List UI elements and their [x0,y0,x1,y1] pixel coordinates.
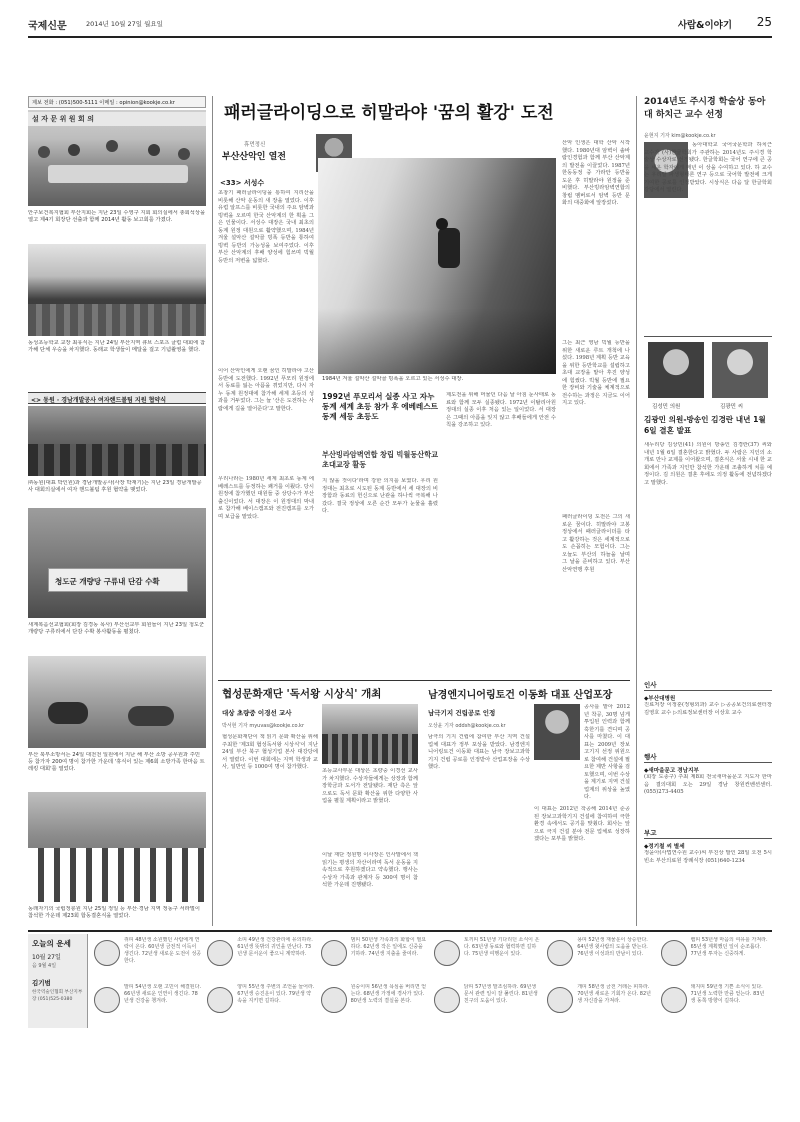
dragon-icon [547,940,573,966]
meeting-photo [28,110,206,206]
feature-text-col4: 산악 인생은 대학 산악 시작했다. 1980년대 암벽이 솔바람인경험과 함께 부산 산악계의 발전을 이끌었다. 1987년 한동동정 중 가라안 등반을 도운 후 히말라야 원정을 준비했다. 부산빙라암벽연합의 창립 멤버로서 암벽 등반 문화의 대중화에 앞장섰다. [562,140,630,206]
right-column [644,96,772,926]
contact-text: 제보 전화 : (051)500-5111 이메일 : opinion@kookje.co.kr [32,100,175,106]
horoscope-section [28,934,772,1028]
horoscope-top-rule [28,930,772,932]
ceo-portrait [534,704,580,760]
scholar-reporter: 윤현지 기자 kim@kookje.co.kr [644,133,716,139]
wedding-photo-1 [648,342,704,398]
students-caption: 동성초등학교 교장 최유식는 지난 24일 부산지역 큐브 스포츠 클럽 대회에 참가해 단체 우승을 차지했다. 동래교 학생들이 메달을 걸고 기념촬영을 했다. [28,340,206,354]
feature-article [218,96,630,676]
rescue-dog-photo [28,656,206,748]
feature-text-col1c: 우리나라는 1980년 세계 최초로 동계 에베레스트를 등정하는 쾌거를 이뤘다. 당시 원정에 참가했던 대원들 중 상당수가 부산 출신이었다. 서 대장은 이 원정대의 막내로 참가해 베이스캠프와 전진캠프를 오가며 보급을 맡았다. [218,476,314,520]
feature-subhead-2: 부산빙라암벽연합 창립 빅월동산학교 초대교장 활동 [322,450,439,469]
banner-text: 설 자 문 위 원 회 의 [32,115,94,123]
feature-text-col1: 초창기 패러글라이딩을 통하여 지리산을 비롯해 산악 운동의 새 장을 열었다. 이후 유럽 알프스를 비롯한 국내의 주요 암벽과 빙벽을 오르며 한국 산악계의 한 획을 그은 인물이다. 서성수 대장은 국내 최초의 동계 원정 대원으로 활약했으며, 1984년 겨울 설악산 설악골 빙폭 등반을 통하여 빙벽 등반의 가능성을 보여주었다. 이후 부산 산악계의 후배 양성에 힘쓰며 빅월 등반의 저변을 넓혔다. [218,190,314,264]
newspaper-name: 국제신문 [28,21,67,32]
harvest-caption: 새계복음선교협회(회장 김경동 목사) 부산선교부 회원들이 지난 23일 청도군 개량당 구류리에서 단감 수확 봉사활동을 펼쳤다. [28,622,205,636]
climbing-caption: 1984년 겨울 설악산 설악골 빙폭을 오르고 있는 서성수 대장. [322,376,464,382]
award-byline: 대상 초량중 이경선 교사 [222,709,292,717]
wedding-name-2: 김광민 씨 [720,404,744,410]
horse-icon [94,987,120,1013]
handball-photo [28,406,206,476]
industrial-headline: 남경엔지니어링토건 이동화 대표 산업포장 [428,690,613,701]
notice-obituary-title: ◆정기철 씨 별세 [644,844,685,850]
contact-bar [28,96,206,108]
ceremony-caption: 동래자기의 국립정릉원 지난 25일 정일 등 부산·경남 지역 정동구 서라벌이 참석한 가운데 제23회 합동결혼식을 열었다. [28,906,200,920]
industrial-text-2: 이 대표는 2012년 착공해 2014년 준공된 장보고과학기지 건설에 참여하여 극한 환경 속에서도 공기를 맞췄다. 회사는 앞으로 극지 건설 분야 전문 업체로 성장하겠다는 포부를 밝혔다. [534,806,630,842]
meeting-banner [28,112,206,126]
handball-caption: ㈜동원(대표 박인원)과 경남개발공사(사장 박재기)는 지난 23일 경남개발공사 대회의실에서 여자 핸드볼팀 후원 협약을 맺었다. [28,480,202,494]
feature-text-col1b: 이어 산악인에게 오랜 꿈인 히말라야 고산 등반에 도전했다. 1992년 푸모리 원정에서 동료를 잃는 아픔을 겪었지만, 다시 자누 동계 원정대에 참가해 세계 초등의 성과를 거두었다. 그는 늘 '산은 도전하는 사람에게 길을 열어준다'고 말한다. [218,368,314,412]
notice-event-text: (회장 도종구) 주최 제8회 전국새마을문고 지도자 한마음 결의대회 오는 29일 경남 창원컨벤션센터. (055)273-4405 [644,774,772,795]
horoscope-title: 오늘의 운세 [32,939,71,948]
harvest-banner: 청도군 개량당 구류내 단감 수확 [48,568,188,592]
horoscope-entry: 개띠 58년생 금전 거래는 피하라. 70년생 새로운 기회가 온다. 82년생 자신감을 가져라. [577,984,651,1004]
horoscope-lunar: 음 9월 4일 [32,963,57,969]
climbing-photo [318,158,556,374]
horoscope-entry: 닭띠 57년생 말조심하라. 69년생 문서 관련 일이 잘 풀린다. 81년생 친구의 도움이 있다. [463,984,538,1004]
notice-personnel-text: 진료처장 이정훈(정형외과) 교수 ▷공공보건의료센터장 김영호 교수 ▷의료정보센터장 이상호 교수 [644,702,772,716]
feature-headline: 패러글라이딩으로 히말라야 '꿈의 활강' 도전 [224,103,554,123]
notice-obituary-label: 부고 [644,828,772,839]
wedding-headline: 김광민 의원-방송인 김경란 내년 1월 6일 결혼 발표 [644,415,766,435]
rabbit-icon [434,940,460,966]
award-text-3: 이날 재단 정원명 이사장은 인사말에서 책 읽기는 평생의 자산이라며 독서 운동을 지속적으로 후원하겠다고 약속했다. 행사는 수상자 가족과 관계자 등 300여 명이 참석한 가운데 진행됐다. [322,852,418,888]
industrial-byline: 남극기지 건립공로 인정 [428,709,496,717]
award-photo [322,704,418,764]
award-article [218,684,418,926]
harvest-photo [28,508,206,618]
notice-personnel-title: ◆부산대병원 [644,696,676,702]
issue-date: 2014년 10월 27일 월요일 [86,20,163,28]
ceremony-photo [28,792,206,902]
award-scholar-headline: 2014년도 주시경 학술상 동아대 하치근 교수 선정 [644,97,766,120]
ox-icon [207,940,233,966]
feature-bottom-rule [218,680,630,681]
award-text-1: 협성문화재단이 책 읽기 문화 확산을 위해 주최한 '제3회 협성독서왕 시상식'이 지난 24일 부산 북구 협성기업 본사 대강당에서 열렸다. 이번 대회에는 지역 학생과 교사, 일반인 등 1000여 명이 참가했다. [222,734,318,770]
wedding-name-1: 김성민 의원 [652,404,681,410]
industrial-reporter: 오상윤 기자 oddsh@kookje.co.kr [428,723,506,729]
monkey-icon [321,987,347,1013]
horoscope-entry: 말띠 54년생 오랜 고민이 해결된다. 66년생 새로운 인연이 생긴다. 78년생 건강을 챙겨라. [124,984,202,1004]
page-number: 25 [756,15,772,29]
rat-icon [94,940,120,966]
wedding-text: 새누리당 김상민(41) 의원이 방송인 김경란(37) 씨와 내년 1월 6일 결혼한다고 밝혔다. 두 사람은 지인의 소개로 만나 교제를 이어왔으며, 결혼식은 서울 시내 한 교회에서 가족과 지인만 참석한 가운데 조촐하게 치를 예정이다. 김 의원은 결혼 후에도 의정 활동에 전념하겠다고 말했다. [644,442,772,486]
award-text-2: 초등교사부문 대상은 초량중 이경선 교사가 차지했다. 수상자들에게는 상장과 함께 장학금과 도서가 전달됐다. 재단 측은 앞으로도 독서 문화 확산을 위한 다양한 사업을 펼칠 계획이라고 밝혔다. [322,768,418,804]
sheep-icon [207,987,233,1013]
feature-text-col4b: 그는 최근 영남 빅월 등반을 위한 새로운 루트 개척에 나섰다. 1998년 계획 등반 교육을 위한 등반학교를 설립하고 초대 교장을 맡아 후진 양성에 힘썼다. 빅월 등반에 필요한 장비와 기술을 체계적으로 전수하는 과정은 지금도 이어지고 있다. [562,340,630,406]
horoscope-entry: 범띠 50년생 가족과의 화합이 필요하다. 62년생 작은 일에도 신중을 기하라. 74년생 지출을 줄여라. [350,937,427,957]
series-title: 부산산악인 열전 [222,152,286,162]
feature-text-col3: 제도전을 위해 머물던 다음 날 아침 눈사태로 동료와 함께 모두 실종됐다. 1972년 이탈리아원정대의 실종 이후 처음 있는 일이었다. 서 대장은 그때의 아픔을 잊지 않고 후배들에게 안전 수칙을 강조하고 있다. [446,392,556,428]
column-rule-left [212,96,213,926]
industrial-text-1: 남극의 기지 건립에 참여한 부산 지역 건설업체 대표가 정부 포상을 받았다. 남경엔지니어링토건 이동화 대표는 남극 장보고과학기지 건립 공로를 인정받아 산업포장을 수상했다. [428,734,530,770]
left-column [28,96,206,1028]
horoscope-entry: 소띠 49년생 건강관리에 유의하라. 61년생 뜻밖의 귀인을 만난다. 73년생 문서운이 좋으니 계약하라. [237,937,313,957]
horoscope-author-info: 한국역술인협회 부산지부장 (051)525-0380 [32,990,83,1002]
horoscope-sidebar [28,934,88,1028]
section-name: 사람&이야기 [677,20,732,31]
scholar-text: 동아대학교 국어국문학과 하치근 교수가 (사)한글학회가 주관하는 2014년도 주시경 학술상 수상자로 선정됐다. 한글학회는 국어 연구에 큰 공을 세운 학자에게 매년 이 상을 수여하고 있다. 하 교수는 우리말 파생형태론 연구 등으로 국어학 발전에 크게 기여한 공로를 인정받았다. 시상식은 다음 달 한글학회 강당에서 열린다. [644,142,772,193]
horoscope-entry: 양띠 55년생 주변의 조언을 들어라. 67년생 승진운이 있다. 79년생 약속을 지키면 길하다. [237,984,315,1004]
notice-obituary [644,828,772,924]
notice-personnel-label: 인사 [644,680,772,691]
episode-label: <33> 서성수 [220,179,265,187]
students-photo [28,244,206,336]
notice-obituary-text: 정윤아(사법연수원 교수)씨 부친상 발인 28일 오전 5시 빈소 부산의료원 장례식장 (051)640-1234 [644,850,772,864]
notice-event-title: ◆새마을문고 경남지부 [644,768,699,774]
award-reporter: 박서현 기자 myuvas@kookje.co.kr [222,723,305,729]
feature-text-col2: 지 않을 것이다'라며 강한 의지를 보였다. 우리 원정대는 최초로 시도된 동계 등반에서 세 대장의 비장함과 동료의 헌신으로 난관을 하나씩 극복해 나갔다. 결국 정상에 오른 순간 모두가 눈물을 흘렸다. [322,478,438,514]
industrial-article [426,684,630,926]
wedding-photo-2 [712,342,768,398]
meeting-caption: 안구보건복지협회 부산지회는 지난 23일 수영구 지회 회의실에서 총회석상을 열고 제4기 회장단 선출과 함께 2014년 활동 보고회를 가졌다. [28,210,206,224]
horoscope-date: 10월 27일 [32,954,61,961]
notice-personnel [644,680,772,750]
notice-event-label: 행사 [644,752,772,763]
column-rule-right [636,96,637,926]
series-kicker [218,140,314,170]
notice-event [644,752,772,822]
rooster-icon [434,987,460,1013]
horoscope-entry: 용띠 52년생 재물운이 상승한다. 64년생 윗사람의 도움을 받는다. 76년생 이성과의 만남이 있다. [577,937,648,957]
kicker-small: 휴먼정신 [244,142,266,148]
agreement-head: <> 동원 · 경남개발공사 여자핸드볼팀 지원 협약식 [28,392,206,404]
horoscope-author: 김기범 [32,979,51,987]
dog-icon [547,987,573,1013]
feature-subhead-1: 1992년 푸모리서 실종 사고 자누 동계 세계 초등 참가 후 에베레스트 동계 세등 초등도 [322,392,438,421]
tiger-icon [321,940,347,966]
pig-icon [661,987,687,1013]
horoscope-entry: 원숭이띠 56년생 욕심을 버리면 얻는다. 68년생 가정에 경사가 있다. 80년생 노력의 결실을 본다. [350,984,427,1004]
horoscope-grid [92,934,772,1028]
rescue-caption: 부산 북부소방서는 24일 대천천 일원에서 지난 해 부산 소방 공무원과 주민 등 참가자 200여 명이 참가한 가운데 '휴식이 있는 제6회 소방가족 한마음 트레킹 대회'를 열었다. [28,752,205,773]
horoscope-entry: 뱀띠 53년생 마음의 여유를 가져라. 65년생 계획했던 일이 순조롭다. 77년생 투자는 신중하게. [690,937,768,957]
header-rule [28,36,772,38]
masthead [28,14,772,34]
horoscope-entry: 돼지띠 59년생 기쁜 소식이 있다. 71년생 노력한 만큼 얻는다. 83년생 동쪽 방향이 길하다. [690,984,765,1004]
snake-icon [661,940,687,966]
right-rule-1 [644,336,772,337]
horoscope-entry: 쥐띠 48년생 소원했던 사람에게 연락이 온다. 60년생 금전적 이득이 생긴다. 72년생 새로운 도전이 성공한다. [124,937,202,964]
horoscope-entry: 토끼띠 51년생 기다리던 소식이 온다. 63년생 동료와 협력하면 길하다. 75년생 여행운이 있다. [463,937,540,957]
feature-text-col4c: 패러글라이딩 도전은 그의 새로운 꿈이다. 히말라야 고봉 정상에서 패러글라이더를 타고 활강하는 것은 세계적으로도 손꼽히는 모험이다. 그는 오늘도 부산의 하늘을 날며 그 날을 준비하고 있다. 부산산악연맹 후원 [562,514,630,573]
industrial-text-3: 공사를 맡아 2012년 착공, 30명 넘게 투입된 인력과 함께 혹한기를 견디며 공사를 마쳤다. 이 대표는 2009년 장보고기지 선정 위원으로 참여해 건설에 필요한 제반 사항을 검토했으며, 이번 수상을 계기로 지역 건설업계의 위상을 높였다. [584,704,630,800]
award-headline: 협성문화재단 '독서왕 시상식' 개최 [222,688,382,700]
